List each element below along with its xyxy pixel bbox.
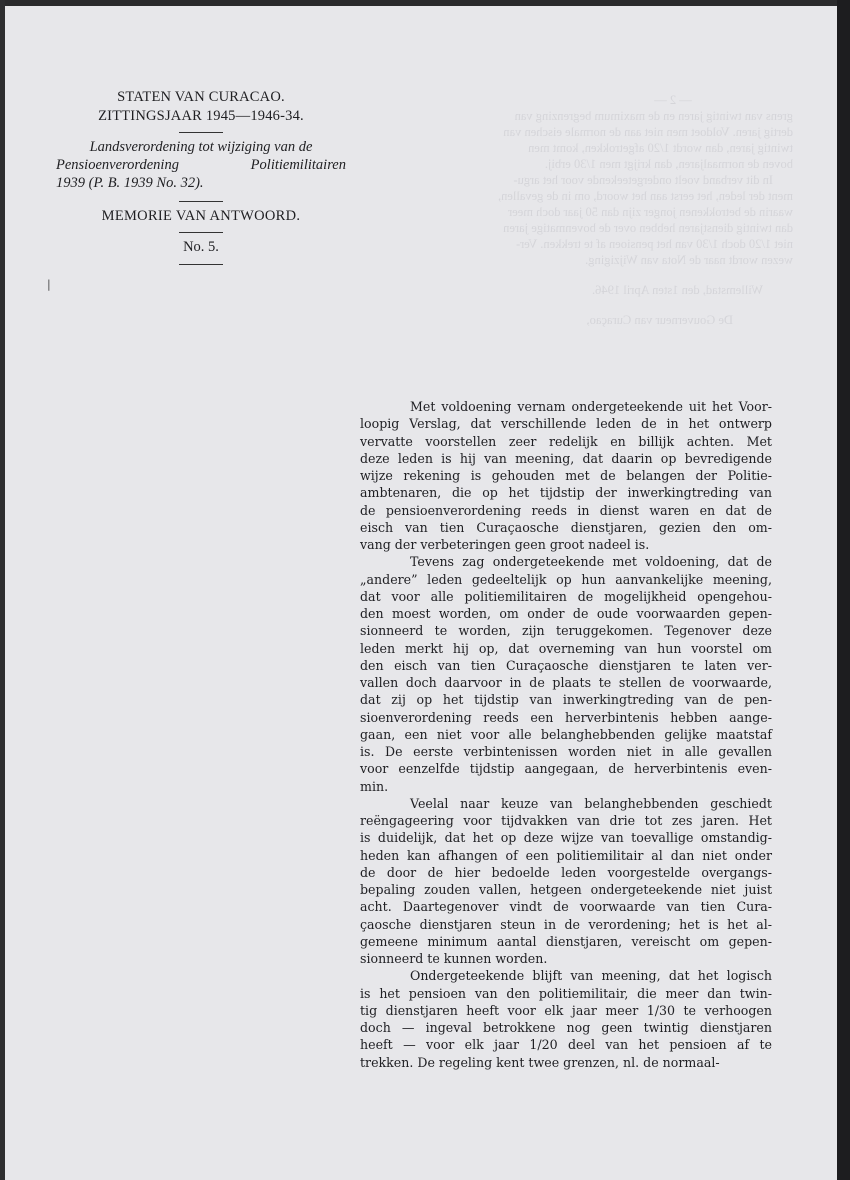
body-text-line: eisch van tien Curaçaosche dienstjaren, gezien den om- [360,519,772,535]
body-text-line: gaan, een niet voor alle belanghebbenden gelijke maatstaf [360,726,772,742]
body-text-line: dat zij op het tijdstip van inwerkingtreding van de pen- [360,692,772,708]
body-text-line: tig dienstjaren heeft voor elk jaar meer 1/30 te verhoogen [360,1002,772,1018]
body-text-line: den moest worden, om onder de oude voorwaarden gepen- [360,606,772,621]
body-text-line: deze leden is hij van meening, dat daarin op bevredigende [360,450,772,466]
document-header [52,88,350,270]
body-text-line: de door de hier bedoelde leden voorgestelde overgangs- [360,864,772,880]
body-text-line: sioenverordening reeds een herverbintenis hebben aange- [360,709,772,725]
body-text-line: Met voldoening vernam ondergeteekende uit het Voor- [410,399,772,414]
ordinance-title [52,138,350,192]
body-text-line: acht. Daartegenover vindt de voorwaarde van tien Cura- [360,899,772,915]
pencil-mark: | [47,278,51,291]
memorie-body [360,398,772,1071]
body-text-line: min. [360,778,389,794]
ordinance-title-line: 1939 (P. B. 1939 No. 32). [56,175,204,191]
body-text-line: is het pensioen van den politiemilitair, die meer dan twin- [360,985,772,1001]
body-text-line: loopig Verslag, dat verschillende leden de in het ontwerp [360,416,772,432]
body-text-line: ambtenaren, die op het tijdstip der inwerkingtreding van [360,485,772,501]
divider-rule [179,232,223,233]
body-text-line: leden merkt hij op, dat overneming van hun voorstel om [360,640,772,656]
body-text-line: voor eenzelfde tijdstip aangegaan, de herverbintenis even- [360,761,772,777]
body-text-line: bepaling zouden vallen, hetgeen ondergeteekende niet juist [360,882,772,897]
body-text-line: de pensioenverordening reeds in dienst waren en dat de [360,502,772,518]
body-text-line: is duidelijk, dat het op deze wijze van toevallige omstandig- [360,830,772,846]
body-text-line: den eisch van tien Curaçaosche dienstjaren te laten ver- [360,657,772,673]
body-text-line: gemeene minimum aantal dienstjaren, vereischt om gepen- [360,933,772,949]
body-text-line: doch — ingeval betrokkene nog geen twintig dienstjaren [360,1020,772,1035]
body-text-line: trekken. De regeling kent twee grenzen, nl. de normaal- [360,1054,720,1070]
body-text-line: sionneerd te worden, zijn teruggekomen. Tegenover deze [360,623,772,639]
document-number: No. 5. [183,239,219,255]
body-text-line: vervatte voorstellen zeer redelijk en billijk achten. Met [360,433,772,449]
bleed-through-text: — 2 — grens van twintig jaren en de maximum begrenzing van dertig jaren. Voldoet men niet aan de normale eischen van twintig jaren, dan wordt 1/20 afgetrokken, komt men boven de normaaljaren, dan krijgt men 1/30 erbij. In dit verband voelt ondergeteekende voor het argu- ment der leden, het eerst aan het woord, om in de gevallen, waarin de betrokkenen jonger zijn dan 50 jaar doch meer dan twintig dienstjaren hebben over de bovenmatige jaren niet 1/20 doch 1/30 van het pensioen af te trekken. Ver- wezen wordt naar de Nota van Wijziging. Willemstad, den 1sten April 1946. De Gouverneur van Curaçao, [497,93,793,327]
header-zittingsjaar: ZITTINGSJAAR 1945—1946-34. [98,108,304,124]
header-staten: STATEN VAN CURACAO. [117,89,285,105]
body-text-line: Tevens zag ondergeteekende met voldoening, dat de [410,554,772,570]
scan-edge-right [837,0,850,1180]
body-text-line: wijze rekening is gehouden met de belangen der Politie- [360,468,772,483]
body-text-line: reëngageering voor tijdvakken van drie tot zes jaren. Het [360,813,772,828]
body-text-line: dat voor alle politiemilitairen de mogelijkheid opengehou- [360,588,772,604]
body-text-line: vang der verbeteringen geen groot nadeel is. [360,537,650,552]
body-text-line: „andere” leden gedeeltelijk op hun aanvankelijke meening, [360,571,772,587]
body-text-line: heden kan afhangen of een politiemilitair al dan niet onder [360,847,772,863]
body-text-line: Ondergeteekende blijft van meening, dat het logisch [410,968,772,984]
divider-rule [179,201,223,202]
body-text-line: sionneerd te kunnen worden. [360,951,548,966]
body-text-line: is. De eerste verbintenissen worden niet in alle gevallen [360,744,772,759]
body-text-line: çaosche dienstjaren steun in de verordening; het is het al- [360,916,772,932]
divider-rule [179,132,223,133]
body-text-line: heeft — voor elk jaar 1/20 deel van het pensioen af te [360,1037,772,1053]
ordinance-title-line: Landsverordening tot wijziging van de [89,139,313,155]
memorie-heading: MEMORIE VAN ANTWOORD. [101,208,301,224]
body-text-line: vallen doch daarvoor in de plaats te stellen de voorwaarde, [360,675,772,690]
divider-rule [179,264,223,265]
ordinance-title-line: Pensioenverordening Politiemilitairen [56,157,346,173]
body-text-line: Veelal naar keuze van belanghebbenden geschiedt [410,795,772,811]
